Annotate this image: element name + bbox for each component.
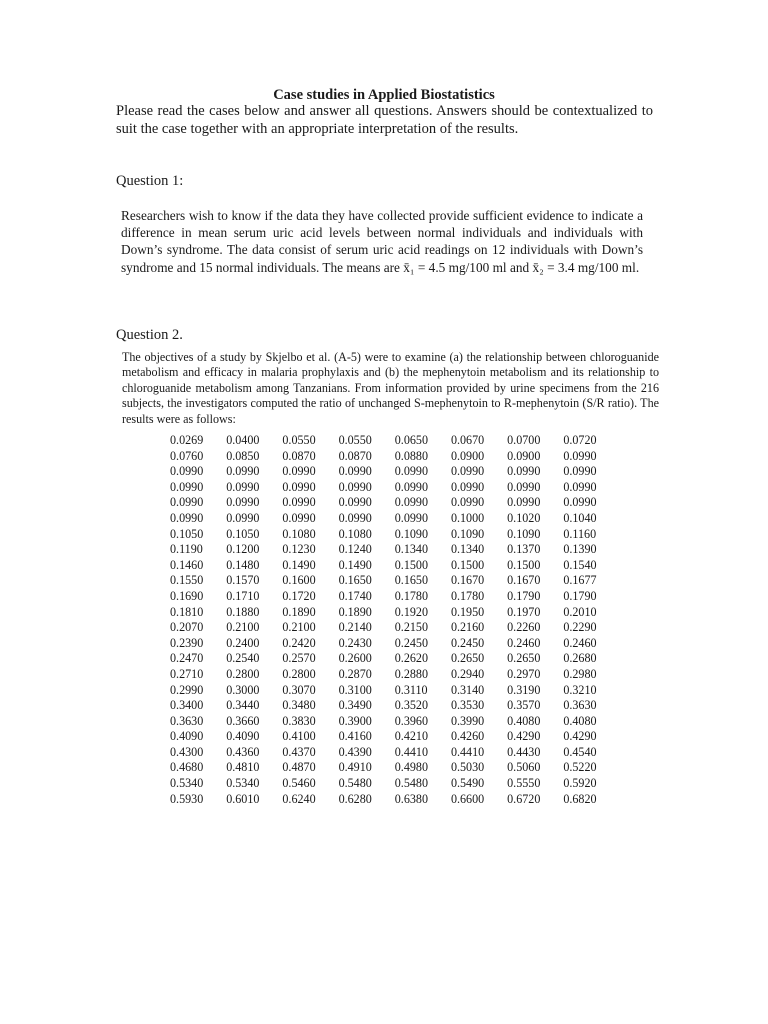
table-cell: 0.4370 [282,744,316,759]
table-cell: 0.3660 [226,713,260,728]
table-cell: 0.1090 [507,526,541,541]
table-cell: 0.1500 [507,557,541,572]
table-cell: 0.1080 [282,526,316,541]
table-cell: 0.1490 [338,557,372,572]
table-cell: 0.1710 [226,588,260,603]
table-row [170,729,620,745]
table-cell: 0.0990 [282,495,316,510]
table-cell: 0.0990 [563,479,597,494]
table-cell: 0.5030 [450,760,485,775]
table-cell: 0.0990 [226,479,260,494]
table-cell: 0.0990 [450,495,485,510]
table-cell: 0.1090 [450,526,485,541]
table-cell: 0.1670 [507,573,541,588]
table-cell: 0.3530 [450,698,485,713]
table-cell: 0.0990 [170,510,204,525]
table-cell: 0.6600 [450,791,485,806]
question-1-text: Researchers wish to know if the data they have collected provide sufficient evidence to indicate a difference in mean serum uric acid levels between normal individuals and individuals with Down’s syndrome. The data consist of serum uric acid readings on 12 individuals with Down’s syndrome and 15 normal individuals. The means are x̄₁ = 4.5 mg/100 ml and x̄₂ = 3.4 mg/100 ml. [121,208,643,275]
table-cell: 0.1650 [394,573,429,588]
table-cell: 0.4410 [394,744,429,759]
table-cell: 0.1970 [507,604,541,619]
table-cell: 0.0990 [170,479,204,494]
table-row [170,760,620,776]
table-cell: 0.1490 [282,557,316,572]
table-cell: 0.1920 [394,604,429,619]
table-cell: 0.1810 [170,604,204,619]
table-cell: 0.1790 [507,588,541,603]
table-cell: 0.1880 [226,604,260,619]
question-1-heading: Question 1: [116,173,184,189]
table-cell: 0.1677 [563,573,597,588]
table-cell: 0.3630 [563,698,597,713]
table-cell: 0.5480 [394,776,429,791]
table-cell: 0.1500 [394,557,429,572]
table-cell: 0.2710 [170,666,204,681]
table-cell: 0.2070 [170,620,204,635]
table-cell: 0.6820 [563,791,597,806]
table-cell: 0.3490 [338,698,372,713]
table-cell: 0.3990 [450,713,485,728]
table-cell: 0.2970 [507,666,541,681]
table-cell: 0.1050 [170,526,204,541]
table-cell: 0.0990 [507,495,541,510]
table-cell: 0.5340 [170,776,204,791]
table-cell: 0.0990 [507,479,541,494]
table-cell: 0.0990 [394,510,429,525]
table-row [170,449,620,465]
table-cell: 0.4260 [450,729,485,744]
table-cell: 0.1670 [450,573,485,588]
table-cell: 0.2880 [394,666,429,681]
table-cell: 0.1230 [282,542,316,557]
table-cell: 0.2260 [507,620,541,635]
table-cell: 0.0990 [394,464,429,479]
table-cell: 0.2460 [507,635,541,650]
table-cell: 0.4080 [563,713,597,728]
table-cell: 0.3000 [226,682,260,697]
table-cell: 0.4430 [507,744,541,759]
table-cell: 0.5340 [226,776,260,791]
table-cell: 0.3570 [507,698,541,713]
table-cell: 0.1480 [226,557,260,572]
table-cell: 0.1740 [338,588,372,603]
table-cell: 0.2420 [282,635,316,650]
table-cell: 0.2650 [507,651,541,666]
table-cell: 0.0870 [282,448,316,463]
table-cell: 0.0670 [450,433,485,447]
table-row [170,511,620,527]
table-cell: 0.2160 [450,620,485,635]
table-cell: 0.2570 [282,651,316,666]
table-cell: 0.1720 [282,588,316,603]
table-cell: 0.2940 [450,666,485,681]
table-cell: 0.2540 [226,651,260,666]
table-row [170,605,620,621]
table-cell: 0.2150 [394,620,429,635]
table-cell: 0.4290 [563,729,597,744]
table-row [170,651,620,667]
table-cell: 0.2390 [170,635,204,650]
table-cell: 0.0990 [282,464,316,479]
table-row [170,683,620,699]
table-cell: 0.1080 [338,526,372,541]
table-cell: 0.0550 [282,433,316,447]
table-cell: 0.0870 [338,448,372,463]
table-cell: 0.2600 [338,651,372,666]
table-row [170,714,620,730]
table-cell: 0.5550 [507,776,541,791]
table-cell: 0.1540 [563,557,597,572]
table-cell: 0.3520 [394,698,429,713]
table-cell: 0.3210 [563,682,597,697]
table-row [170,589,620,605]
table-cell: 0.1000 [450,510,485,525]
table-cell: 0.0900 [507,448,541,463]
table-cell: 0.2400 [226,635,260,650]
table-cell: 0.6010 [226,791,260,806]
table-cell: 0.1090 [394,526,429,541]
document-title: Case studies in Applied Biostatistics [273,87,495,103]
table-cell: 0.6240 [282,791,316,806]
table-cell: 0.0990 [450,479,485,494]
table-cell: 0.2100 [282,620,316,635]
table-cell: 0.3480 [282,698,316,713]
table-cell: 0.0650 [394,433,429,447]
table-cell: 0.0990 [507,464,541,479]
table-cell: 0.2290 [563,620,597,635]
table-cell: 0.4540 [563,744,597,759]
table-cell: 0.1460 [170,557,204,572]
table-cell: 0.0990 [563,448,597,463]
table-cell: 0.4160 [338,729,372,744]
table-cell: 0.3440 [226,698,260,713]
question-2-heading: Question 2. [116,327,183,343]
table-cell: 0.6380 [394,791,429,806]
intro-paragraph: Please read the cases below and answer all questions. Answers should be contextualized to suit the case together with an appropriate interpretation of the results. [116,103,653,137]
table-cell: 0.1650 [338,573,372,588]
table-cell: 0.4210 [394,729,429,744]
table-row [170,667,620,683]
table-row [170,480,620,496]
table-cell: 0.0990 [338,479,372,494]
table-cell: 0.0550 [338,433,372,447]
table-row [170,527,620,543]
table-row [170,776,620,792]
table-cell: 0.2680 [563,651,597,666]
table-cell: 0.3400 [170,698,204,713]
table-cell: 0.1790 [563,588,597,603]
table-cell: 0.3900 [338,713,372,728]
table-cell: 0.4410 [450,744,485,759]
table-cell: 0.3100 [338,682,372,697]
table-cell: 0.0990 [394,479,429,494]
table-cell: 0.5460 [282,776,316,791]
table-cell: 0.2140 [338,620,372,635]
table-cell: 0.6280 [338,791,372,806]
table-cell: 0.0990 [282,479,316,494]
table-cell: 0.2980 [563,666,597,681]
table-cell: 0.1040 [563,510,597,525]
table-row [170,792,620,808]
table-cell: 0.4290 [507,729,541,744]
table-cell: 0.4090 [226,729,260,744]
table-cell: 0.6720 [507,791,541,806]
table-cell: 0.1370 [507,542,541,557]
table-row [170,620,620,636]
table-cell: 0.1190 [170,542,203,557]
table-cell: 0.3960 [394,713,429,728]
table-cell: 0.0990 [450,464,485,479]
sr-ratio-table [170,433,620,807]
table-cell: 0.2450 [450,635,485,650]
table-cell: 0.3190 [507,682,541,697]
table-row [170,495,620,511]
table-cell: 0.5920 [563,776,597,791]
table-cell: 0.1780 [394,588,429,603]
table-cell: 0.1890 [282,604,316,619]
table-cell: 0.0760 [170,448,204,463]
table-cell: 0.5930 [170,791,204,806]
table-cell: 0.1340 [394,542,429,557]
table-cell: 0.5060 [507,760,541,775]
table-cell: 0.2450 [394,635,429,650]
table-cell: 0.1890 [338,604,372,619]
table-cell: 0.2460 [563,635,597,650]
table-cell: 0.2870 [338,666,372,681]
table-cell: 0.0990 [338,510,372,525]
table-cell: 0.0990 [282,510,316,525]
table-cell: 0.4910 [338,760,372,775]
table-cell: 0.3140 [450,682,485,697]
table-row [170,433,620,449]
table-cell: 0.4870 [282,760,316,775]
table-cell: 0.4980 [394,760,429,775]
table-cell: 0.1200 [226,542,260,557]
table-cell: 0.4090 [170,729,204,744]
table-cell: 0.1020 [507,510,541,525]
table-cell: 0.4080 [507,713,541,728]
table-cell: 0.0990 [563,464,597,479]
table-cell: 0.5220 [563,760,597,775]
table-cell: 0.2430 [338,635,372,650]
table-cell: 0.1340 [450,542,485,557]
table-cell: 0.1780 [450,588,485,603]
table-cell: 0.1500 [450,557,485,572]
table-cell: 0.4680 [170,760,204,775]
table-cell: 0.0990 [170,495,204,510]
table-cell: 0.2470 [170,651,204,666]
table-cell: 0.0990 [226,510,260,525]
table-cell: 0.4810 [226,760,260,775]
table-cell: 0.1600 [282,573,316,588]
table-cell: 0.0990 [338,495,372,510]
table-cell: 0.5490 [450,776,485,791]
table-row [170,542,620,558]
table-cell: 0.1160 [563,526,597,541]
table-cell: 0.0990 [563,495,597,510]
table-cell: 0.2100 [226,620,260,635]
table-cell: 0.2800 [226,666,260,681]
table-cell: 0.1570 [226,573,260,588]
table-cell: 0.3070 [282,682,316,697]
table-cell: 0.2990 [170,682,204,697]
table-cell: 0.0850 [226,448,260,463]
table-cell: 0.0700 [507,433,541,447]
table-cell: 0.2620 [394,651,429,666]
table-row [170,636,620,652]
table-cell: 0.2010 [563,604,597,619]
table-cell: 0.3830 [282,713,316,728]
table-cell: 0.1390 [563,542,597,557]
table-cell: 0.4300 [170,744,204,759]
table-cell: 0.4390 [338,744,372,759]
table-cell: 0.0990 [338,464,372,479]
table-cell: 0.1550 [170,573,204,588]
table-cell: 0.2650 [450,651,485,666]
table-cell: 0.0400 [226,433,260,447]
table-cell: 0.2800 [282,666,316,681]
table-cell: 0.1690 [170,588,204,603]
table-cell: 0.0990 [226,495,260,510]
table-row [170,558,620,574]
table-cell: 0.1050 [226,526,260,541]
table-cell: 0.5480 [338,776,372,791]
table-cell: 0.4360 [226,744,260,759]
table-cell: 0.0900 [450,448,485,463]
table-cell: 0.0269 [170,433,204,447]
table-cell: 0.1950 [450,604,485,619]
table-cell: 0.0720 [563,433,597,447]
table-row [170,745,620,761]
table-cell: 0.0990 [226,464,260,479]
table-cell: 0.0880 [394,448,429,463]
table-cell: 0.0990 [170,464,204,479]
table-row [170,573,620,589]
question-2-text: The objectives of a study by Skjelbo et al. (A-5) were to examine (a) the relationship between chloroguanide metabolism and efficacy in malaria prophylaxis and (b) the mephenytoin metabolism and its relationship to chloroguanide metabolism among Tanzanians. From information provided by urine specimens from the 216 subjects, the investigators computed the ratio of unchanged S-mephenytoin to R-mephenytoin (S/R ratio). The results were as follows: [122,350,659,426]
table-cell: 0.0990 [394,495,429,510]
table-cell: 0.3110 [394,682,428,697]
table-cell: 0.4100 [282,729,316,744]
table-cell: 0.3630 [170,713,204,728]
table-cell: 0.1240 [338,542,372,557]
table-row [170,464,620,480]
table-row [170,698,620,714]
